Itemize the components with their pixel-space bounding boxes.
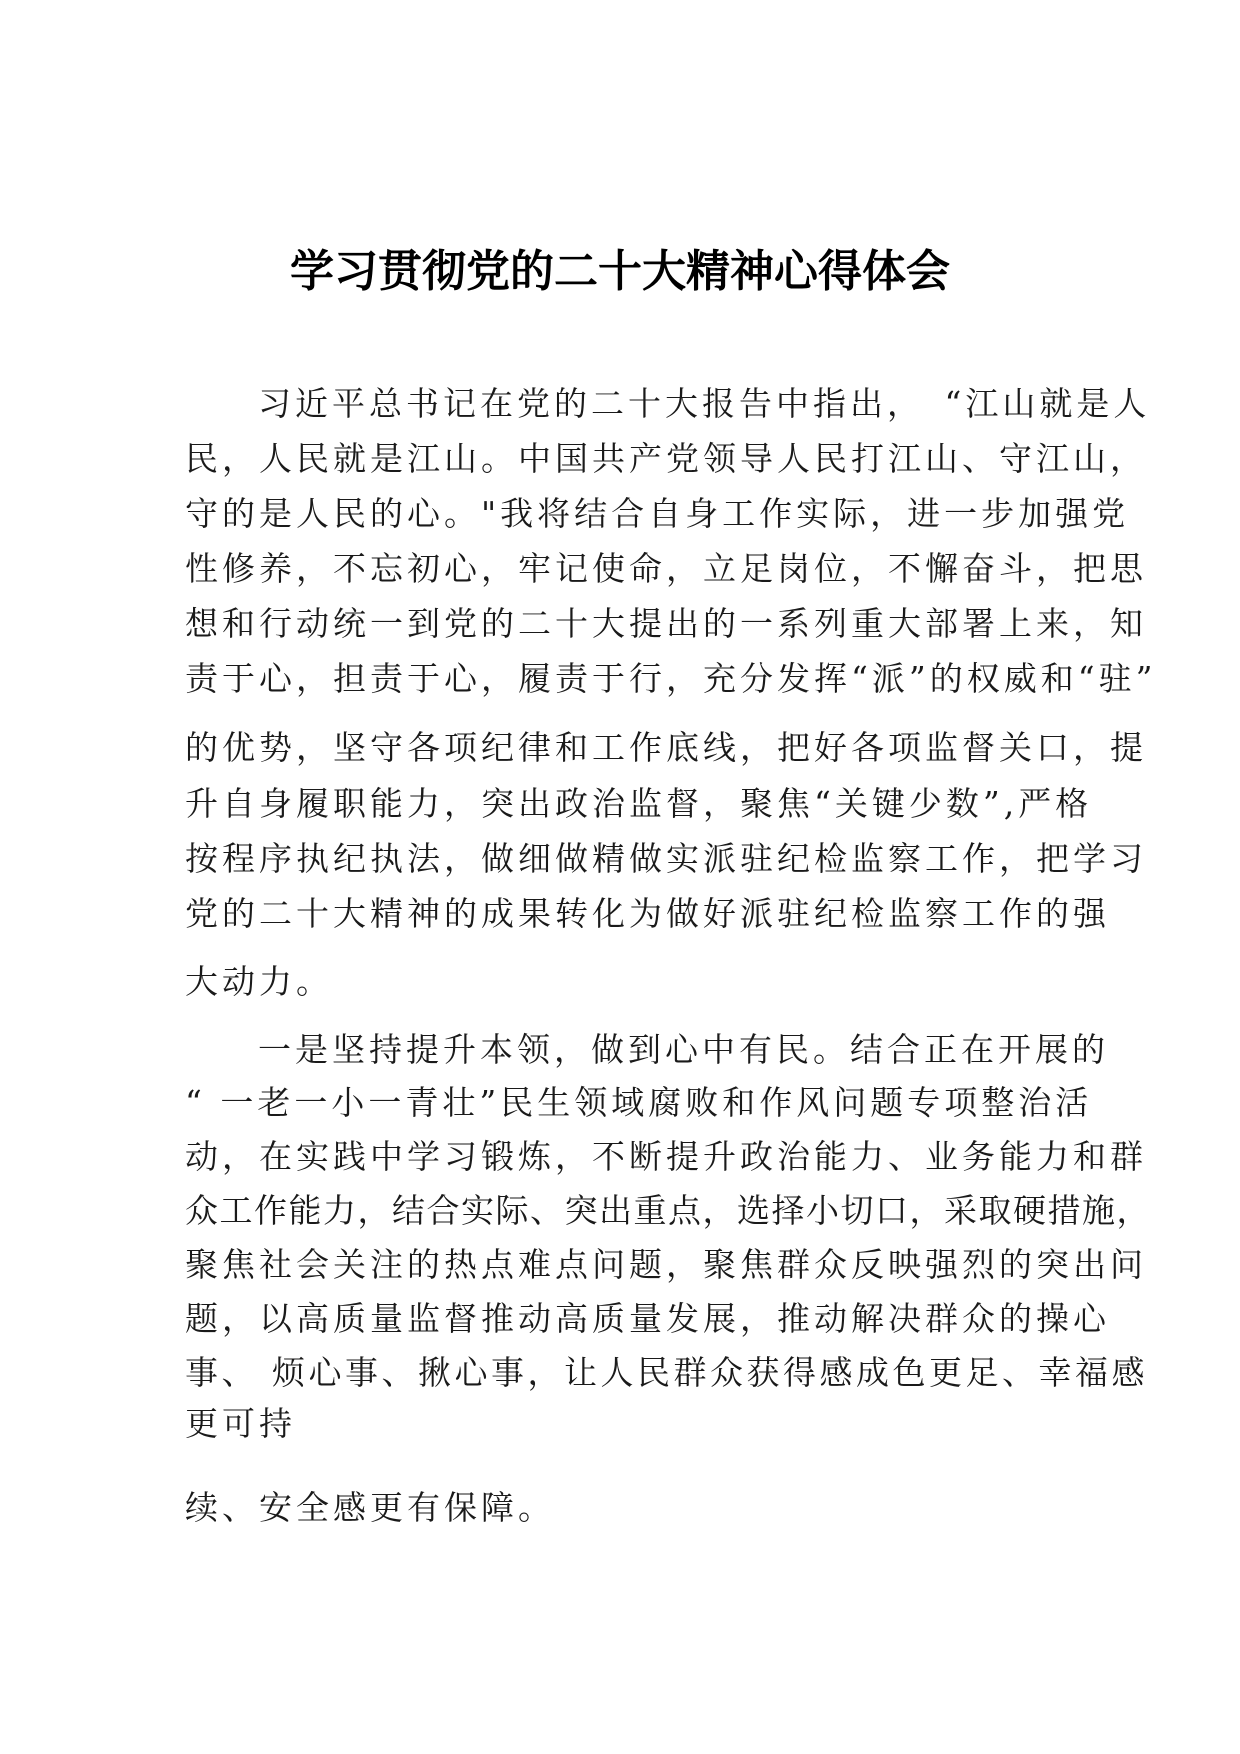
paragraph-1-line-8: 升自身履职能力，突出政治监督，聚焦“关键少数”,严格 — [185, 784, 1093, 823]
document-title: 学习贯彻党的二十大精神心得体会 — [290, 246, 950, 297]
paragraph-2-line-1: 一是坚持提升本领，做到心中有民。结合正在开展的 — [258, 1030, 1109, 1069]
paragraph-1-line-11: 大动力。 — [185, 962, 333, 1001]
paragraph-1-line-5: 想和行动统一到党的二十大提出的一系列重大部署上来，知 — [185, 604, 1147, 643]
paragraph-1-line-1: 习近平总书记在党的二十大报告中指出， “江山就是人 — [258, 384, 1151, 423]
paragraph-1-line-4: 性修养，不忘初心，牢记使命，立足岗位，不懈奋斗，把思 — [185, 549, 1147, 588]
paragraph-1-line-6: 责于心，担责于心，履责于行，充分发挥“派”的权威和“驻” — [185, 659, 1157, 698]
paragraph-1-line-7: 的优势，坚守各项纪律和工作底线，把好各项监督关口，提 — [185, 728, 1147, 767]
paragraph-2-line-6: 题，以高质量监督推动高质量发展，推动解决群众的操心 — [185, 1299, 1110, 1338]
paragraph-1-line-2: 民，人民就是江山。中国共产党领导人民打江山、守江山， — [185, 439, 1147, 478]
paragraph-2-line-2: “ 一老一小一青壮”民生领域腐败和作风问题专项整治活 — [185, 1083, 1093, 1122]
paragraph-2-line-3: 动，在实践中学习锻炼，不断提升政治能力、业务能力和群 — [185, 1137, 1147, 1176]
paragraph-2-line-4: 众工作能力，结合实际、突出重点，选择小切口，采取硬措施， — [185, 1191, 1151, 1230]
paragraph-2-line-5: 聚焦社会关注的热点难点问题，聚焦群众反映强烈的突出问 — [185, 1245, 1147, 1284]
paragraph-1-line-3: 守的是人民的心。"我将结合自身工作实际，进一步加强党 — [185, 494, 1130, 533]
paragraph-2-line-7: 事、 烦心事、揪心事，让人民群众获得感成色更足、幸福感 — [185, 1353, 1148, 1392]
paragraph-1-line-9: 按程序执纪执法，做细做精做实派驻纪检监察工作，把学习 — [185, 839, 1147, 878]
paragraph-2-line-8: 更可持 — [185, 1404, 296, 1443]
paragraph-2-line-9: 续、安全感更有保障。 — [185, 1488, 555, 1527]
paragraph-1-line-10: 党的二十大精神的成果转化为做好派驻纪检监察工作的强 — [185, 894, 1110, 933]
